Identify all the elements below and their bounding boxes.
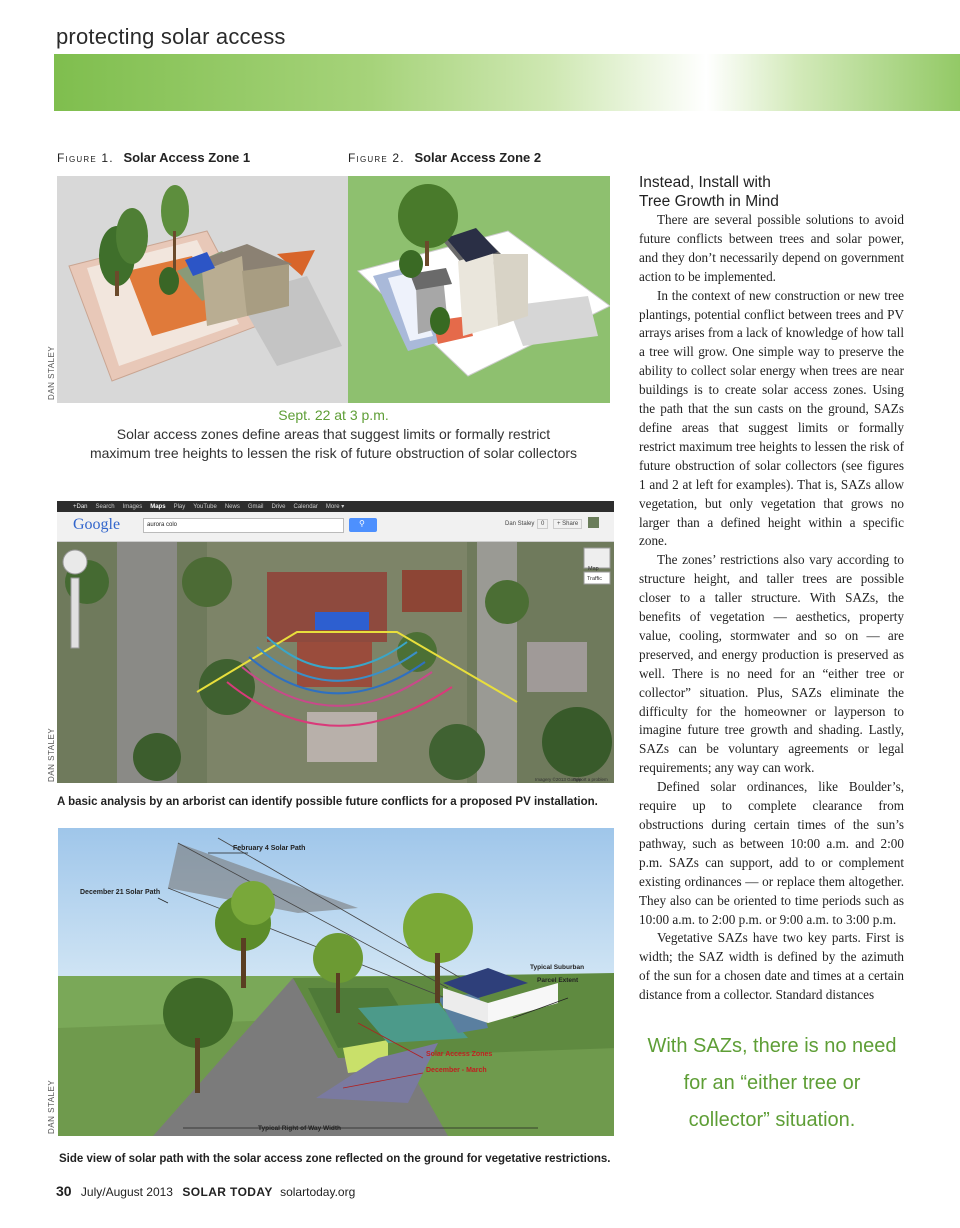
map-share-button[interactable]: + Share xyxy=(553,519,582,529)
map-search-value: aurora colo xyxy=(147,522,178,528)
google-logo: Google xyxy=(73,516,121,533)
page-number: 30 xyxy=(56,1183,72,1199)
figure-1-label xyxy=(57,150,250,165)
suburban-label-2: Parcel Extent xyxy=(537,977,579,984)
figure-2-title: Solar Access Zone 2 xyxy=(414,150,542,165)
map-user-name[interactable]: Dan Staley xyxy=(505,521,535,527)
menu-item-more[interactable]: More ▾ xyxy=(325,504,345,510)
months-label: December - March xyxy=(426,1067,487,1074)
map-notification-count[interactable]: 0 xyxy=(537,519,548,529)
figure-2-illustration xyxy=(348,176,610,403)
map-search-button[interactable] xyxy=(349,518,377,532)
search-icon: ⚲ xyxy=(359,519,365,528)
site-url: solartoday.org xyxy=(280,1185,356,1199)
pull-quote-line-1: With SAZs, there is no need xyxy=(647,1035,897,1057)
article-paragraph: Vegetative SAZs have two key parts. First is width; the SAZ width is defined by the azimuth of the sun for a chosen date and times at a certain distance from a collector. Standard distances xyxy=(639,930,904,1003)
article-heading-line-2: Tree Growth in Mind xyxy=(639,193,779,210)
menu-item-dan[interactable]: +Dan xyxy=(73,503,88,510)
solar-path-side-view xyxy=(58,828,614,1136)
pull-quote-line-2: for an “either tree or xyxy=(683,1072,861,1094)
article-paragraph: In the context of new construction or new tree plantings, potential conflict between trees and PV arrays arises from a lack of knowledge of how tall a tree will grow. One simple way to preserve the ability to collect solar energy when trees are near buildings is to create solar access zones. Using the path that the sun casts on the ground, SAZs define areas that suggest limits or formally restrict maximum tree heights to lessen the risk of future obstruction of solar collectors (see figures 1 and 2 at left for examples). That is, SAZs allow vegetation, but only vegetation that grows no larger than a defined height within a specific zone. xyxy=(639,287,904,549)
right-of-way-label: Typical Right of Way Width xyxy=(258,1125,341,1132)
map-figure-credit: DAN STALEY xyxy=(47,727,56,782)
article-body xyxy=(639,211,904,1005)
dec-solar-path-label: December 21 Solar Path xyxy=(80,889,161,896)
report-problem-link[interactable]: Report a problem xyxy=(573,777,608,782)
article-paragraph: Defined solar ordinances, like Boulder’s, require up to complete clearance from obstructions during certain times of the sun’s pathway, such as between 10:00 a.m. and 2:00 p.m. SAZs can support, add to or complement existing ordinances — or replace them altogether. They also can be oriented to time periods such as 10:00 a.m. to 2:00 p.m. or 9:00 a.m. to 3:00 p.m. xyxy=(639,779,904,927)
avatar[interactable] xyxy=(588,517,599,528)
menu-item-search[interactable]: Search xyxy=(95,503,115,510)
figure-1-number: Figure 1. xyxy=(57,151,114,165)
section-title: protecting solar access xyxy=(56,24,286,49)
menu-item-youtube[interactable]: YouTube xyxy=(193,503,217,510)
google-menu-bar xyxy=(57,501,614,512)
map-figure-caption: A basic analysis by an arborist can identify possible future conflicts for a proposed PV installation. xyxy=(57,796,598,808)
figure-caption-line-1: Solar access zones define areas that suggest limits or formally restrict xyxy=(116,426,551,442)
article-paragraph: There are several possible solutions to avoid future conflicts between trees and solar power, and they don’t necessarily depend on government action to be implemented. xyxy=(639,212,904,284)
menu-item-drive[interactable]: Drive xyxy=(271,503,286,510)
article-heading xyxy=(639,173,929,211)
map-attribution: Imagery ©2013 Google xyxy=(535,777,582,782)
pull-quote xyxy=(632,1028,912,1139)
solar-access-zones-label: Solar Access Zones xyxy=(426,1051,493,1058)
issue-date: July/August 2013 xyxy=(80,1185,173,1199)
menu-item-images[interactable]: Images xyxy=(122,503,143,510)
figure-date-label: Sept. 22 at 3 p.m. xyxy=(278,407,389,423)
menu-item-news[interactable]: News xyxy=(224,503,240,510)
side-figure-credit: DAN STALEY xyxy=(47,1079,56,1134)
menu-item-play[interactable]: Play xyxy=(173,503,186,510)
traffic-toggle[interactable]: Traffic xyxy=(587,576,602,582)
figure-caption-line-2: maximum tree heights to lessen the risk of future obstruction of solar collectors xyxy=(89,445,578,461)
aerial-map xyxy=(57,542,614,783)
magazine-name: SOLAR TODAY xyxy=(182,1185,273,1199)
figure-2-number: Figure 2. xyxy=(348,151,405,165)
figure-1-illustration xyxy=(57,176,348,403)
menu-item-maps[interactable]: Maps xyxy=(150,503,166,510)
menu-item-calendar[interactable]: Calendar xyxy=(293,503,318,510)
suburban-label-1: Typical Suburban xyxy=(530,964,585,971)
map-view-button[interactable]: Map xyxy=(588,566,599,572)
figure-1-title: Solar Access Zone 1 xyxy=(123,150,251,165)
page-footer xyxy=(56,1183,355,1199)
feb-solar-path-label: February 4 Solar Path xyxy=(233,845,306,852)
side-figure-caption: Side view of solar path with the solar access zone reflected on the ground for vegetative restrictions. xyxy=(59,1153,611,1165)
google-search-bar xyxy=(57,512,614,542)
menu-item-gmail[interactable]: Gmail xyxy=(247,503,264,510)
pull-quote-line-3: collector” situation. xyxy=(688,1109,856,1131)
article-heading-line-1: Instead, Install with xyxy=(639,174,771,191)
figure-2-label xyxy=(348,150,541,165)
map-search-input[interactable] xyxy=(143,518,344,533)
article-paragraph: The zones’ restrictions also vary according to structure height, and taller trees are possible closer to a taller structure. With SAZs, the benefits of vegetation — aesthetics, property value, cooling, stormwater and so on — are preserved, and energy production is preserved as well. There is no need for an “either tree or collector” situation. Plus, SAZs eliminate the difficulty for the homeowner or layperson to imagine future tree growth and shading. Lastly, SAZs can be voluntary agreements or legal requirements; any way can work. xyxy=(639,552,904,776)
map-screenshot xyxy=(57,501,614,783)
figure-1-credit: DAN STALEY xyxy=(47,345,56,400)
header-gradient-bar xyxy=(54,54,960,111)
